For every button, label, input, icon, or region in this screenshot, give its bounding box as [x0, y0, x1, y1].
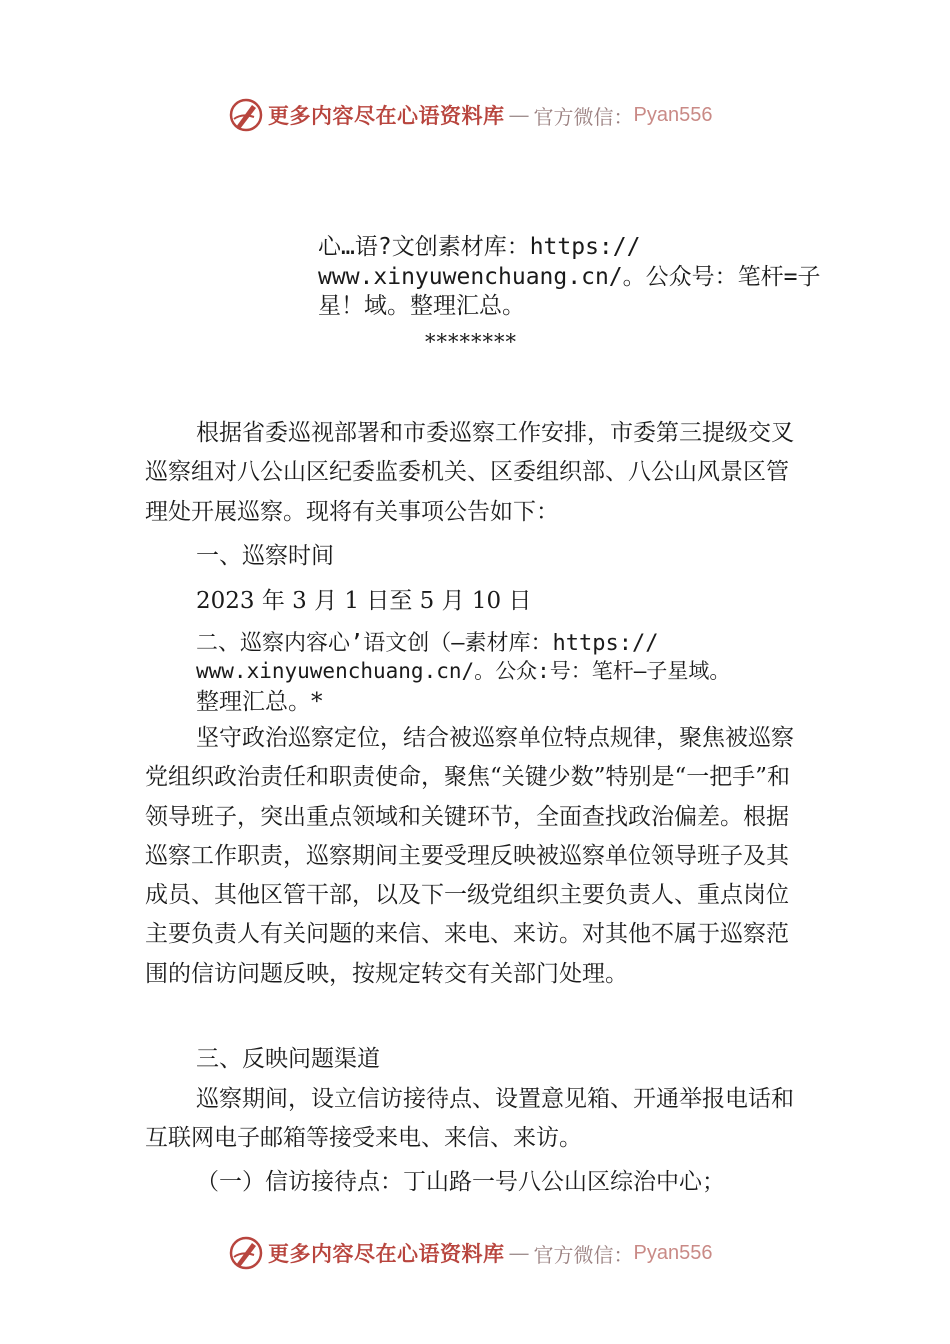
section-2-body: 坚守政治巡察定位，结合被巡察单位特点规律，聚焦被巡察党组织政治责任和职责使命，聚焦“关键少数”特别是“一把手”和领导班子，突出重点领域和关键环节，全面查找政治偏差。根据巡察工作职责，巡察期间主要受理反映被巡察单位领导班子及其成员、其他区管干部，以及下一级党组织主要负责人、重点岗位主要负责人有关问题的来信、来电、来访。对其他不属于巡察范围的信访问题反映，按规定转交有关部门处理。 [145, 725, 794, 987]
section-2-title-line-1: 二、巡察内容心’语文创（—素材库：https:// [196, 631, 659, 656]
watermark-wechat-id: Pyan556 [633, 103, 713, 126]
pen-logo-icon [228, 1235, 264, 1271]
section-3-body: 巡察期间，设立信访接待点、设置意见箱、开通举报电话和互联网电子邮箱等接受来电、来信、来访。 [145, 1086, 794, 1152]
header-line-3: 星！域。整理汇总。 [318, 293, 525, 319]
header-line-2: www.xinyuwenchuang.cn/。公众号：笔杆=子 [318, 264, 821, 290]
section-1-date: 2023 年 3 月 1 日至 5 月 10 日 [196, 588, 532, 614]
watermark-main-text: 更多内容尽在心语资料库 [268, 103, 505, 128]
watermark-main-text: 更多内容尽在心语资料库 [268, 1241, 505, 1266]
watermark-separator: — [508, 103, 530, 127]
intro-paragraph: 根据省委巡视部署和市委巡察工作安排，市委第三提级交叉巡察组对八公山区纪委监委机关、区委组织部、八公山风景区管理处开展巡察。现将有关事项公告如下： [145, 420, 794, 525]
watermark-banner-top [228, 95, 712, 135]
section-3-item-1: （一）信访接待点：丁山路一号八公山区综治中心； [196, 1169, 725, 1195]
separator-stars: ******** [425, 330, 517, 354]
section-1-title: 一、巡察时间 [196, 543, 334, 569]
section-2-title-line-2: www.xinyuwenchuang.cn/。公众:号：笔杆—子星域。 [196, 659, 731, 683]
section-2-title-line-3: 整理汇总。* [196, 689, 323, 715]
header-line-1: 心…语?文创素材库：https:// [318, 234, 641, 260]
watermark-wechat-id: Pyan556 [633, 1241, 713, 1264]
watermark-separator: — [508, 1241, 530, 1265]
watermark-wechat-label: 官方微信： [533, 104, 634, 129]
watermark-banner-bottom [228, 1233, 712, 1273]
watermark-wechat-label: 官方微信： [533, 1242, 634, 1267]
pen-logo-icon [228, 97, 264, 133]
section-3-title: 三、反映问题渠道 [196, 1046, 380, 1072]
